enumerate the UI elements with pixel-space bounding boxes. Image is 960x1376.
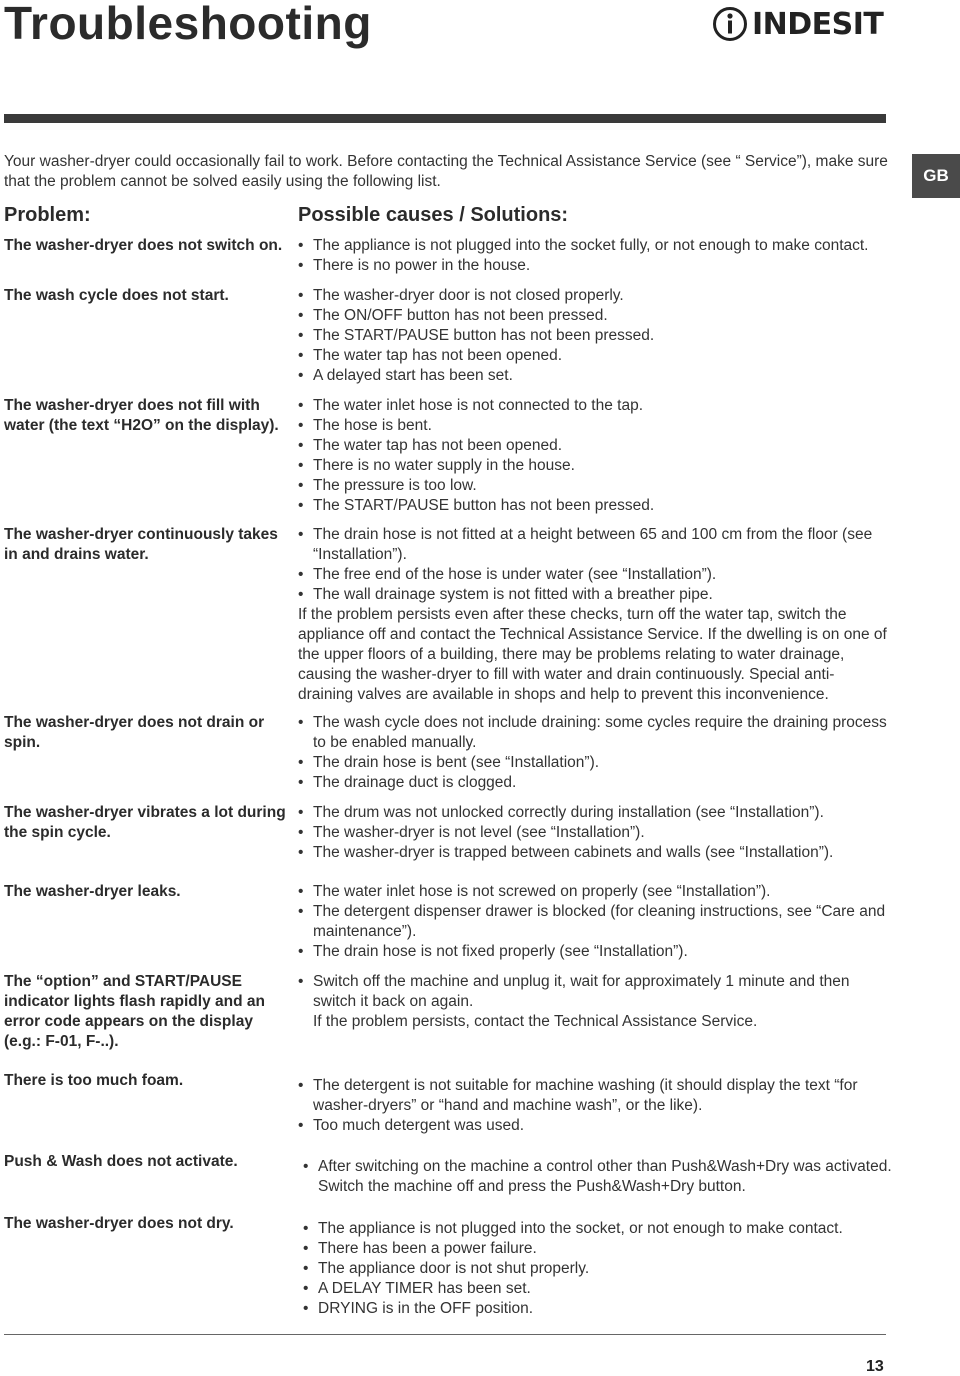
cause-item: • The drainage duct is clogged. (298, 773, 888, 793)
language-tab: GB (912, 154, 960, 198)
problem-text: The washer-dryer does not dry. (4, 1215, 234, 1232)
cause-item: • The appliance is not plugged into the socket, or not enough to make contact. (303, 1219, 893, 1239)
causes-block (298, 525, 888, 705)
cause-item: • The ON/OFF button has not been pressed. (298, 306, 888, 326)
causes-block (303, 1157, 893, 1197)
cause-item: • The water inlet hose is not connected to the tap. (298, 396, 888, 416)
problem-text: The washer-dryer does not fill with water (the text “H2O” on the display). (4, 397, 279, 434)
cause-item: • The drain hose is bent (see “Installation”). (298, 753, 888, 773)
causes-block (298, 882, 888, 962)
intro-text: Your washer-dryer could occasionally fail to work. Before contacting the Technical Assistance Service (see “ Service”), make sure that the problem cannot be solved easily using the following list. (4, 153, 888, 190)
problem-text: Push & Wash does not activate. (4, 1153, 238, 1170)
causes-block (298, 236, 888, 276)
problem-heading: Problem: (4, 204, 91, 226)
footer-rule (4, 1334, 886, 1335)
cause-item: • The drain hose is not fixed properly (see “Installation”). (298, 942, 888, 962)
problem-text: The washer-dryer leaks. (4, 883, 181, 900)
cause-item: • There has been a power failure. (303, 1239, 893, 1259)
causes-block (298, 713, 888, 793)
problem-text: There is too much foam. (4, 1072, 184, 1089)
causes-block (298, 803, 888, 863)
problem-text: The washer-dryer continuously takes in and drains water. (4, 526, 278, 563)
causes-heading: Possible causes / Solutions: (298, 204, 569, 226)
cause-item: • The washer-dryer is not level (see “Installation”). (298, 823, 888, 843)
cause-item: • The washer-dryer door is not closed properly. (298, 286, 888, 306)
cause-item: • The hose is bent. (298, 416, 888, 436)
indesit-logo (712, 4, 883, 44)
cause-item: • The appliance is not plugged into the socket fully, or not enough to make contact. (298, 236, 888, 256)
header-rule (4, 114, 886, 123)
cause-item: • The free end of the hose is under water (see “Installation”). (298, 565, 888, 585)
cause-item: • The detergent is not suitable for machine washing (it should display the text “for washer-dryers” or “hand and machine wash”, or the like). (298, 1076, 888, 1116)
cause-note: If the problem persists, contact the Technical Assistance Service. (313, 1013, 758, 1030)
indesit-logo-icon (712, 6, 748, 42)
cause-item: • The water inlet hose is not screwed on properly (see “Installation”). (298, 882, 888, 902)
page-title: Troubleshooting (4, 0, 372, 49)
cause-item: • After switching on the machine a control other than Push&Wash+Dry was activated. Switch the machine off and press the Push&Wash+Dry button. (303, 1157, 893, 1197)
cause-item: • There is no power in the house. (298, 256, 888, 276)
cause-item: • There is no water supply in the house. (298, 456, 888, 476)
cause-item: • The water tap has not been opened. (298, 436, 888, 456)
cause-item: • The START/PAUSE button has not been pressed. (298, 496, 888, 516)
cause-item: • The appliance door is not shut properly. (303, 1259, 893, 1279)
cause-item: • Too much detergent was used. (298, 1116, 888, 1136)
page-number: 13 (866, 1358, 884, 1375)
cause-item: • The pressure is too low. (298, 476, 888, 496)
cause-item: • Switch off the machine and unplug it, wait for approximately 1 minute and then switch it back on again. (298, 972, 888, 1012)
causes-block (298, 396, 888, 516)
problem-text: The wash cycle does not start. (4, 287, 229, 304)
cause-item: • The washer-dryer is trapped between cabinets and walls (see “Installation”). (298, 843, 888, 863)
cause-item: • A delayed start has been set. (298, 366, 888, 386)
causes-block (298, 286, 888, 386)
cause-item: • The START/PAUSE button has not been pressed. (298, 326, 888, 346)
problem-text: The washer-dryer does not switch on. (4, 237, 283, 254)
causes-block (303, 1219, 893, 1319)
cause-item: • The drain hose is not fitted at a height between 65 and 100 cm from the floor (see “Installation”). (298, 525, 888, 565)
brand-name: INDESIT (752, 6, 884, 42)
cause-item: • DRYING is in the OFF position. (303, 1299, 893, 1319)
cause-item: • The wash cycle does not include draining: some cycles require the draining process to be enabled manually. (298, 713, 888, 753)
cause-item: • The wall drainage system is not fitted with a breather pipe. (298, 585, 888, 605)
problem-text: The “option” and START/PAUSE indicator lights flash rapidly and an error code appears on the display (e.g.: F-01, F-..). (4, 973, 265, 1050)
cause-item: • The drum was not unlocked correctly during installation (see “Installation”). (298, 803, 888, 823)
problem-text: The washer-dryer vibrates a lot during the spin cycle. (4, 804, 286, 841)
cause-item: • A DELAY TIMER has been set. (303, 1279, 893, 1299)
problem-text: The washer-dryer does not drain or spin. (4, 714, 265, 751)
causes-block (298, 1076, 888, 1136)
cause-item: • The water tap has not been opened. (298, 346, 888, 366)
causes-block (298, 972, 888, 1032)
cause-item: • The detergent dispenser drawer is blocked (for cleaning instructions, see “Care and maintenance”). (298, 902, 888, 942)
cause-note: If the problem persists even after these checks, turn off the water tap, switch the appliance off and contact the Technical Assistance Service. If the dwelling is on one of the upper floors of a building, there may be problems relating to water drainage, causing the washer-dryer to fill with water and drain continuously. Special anti-draining valves are available in shops and help to prevent this inconvenience. (298, 606, 887, 703)
